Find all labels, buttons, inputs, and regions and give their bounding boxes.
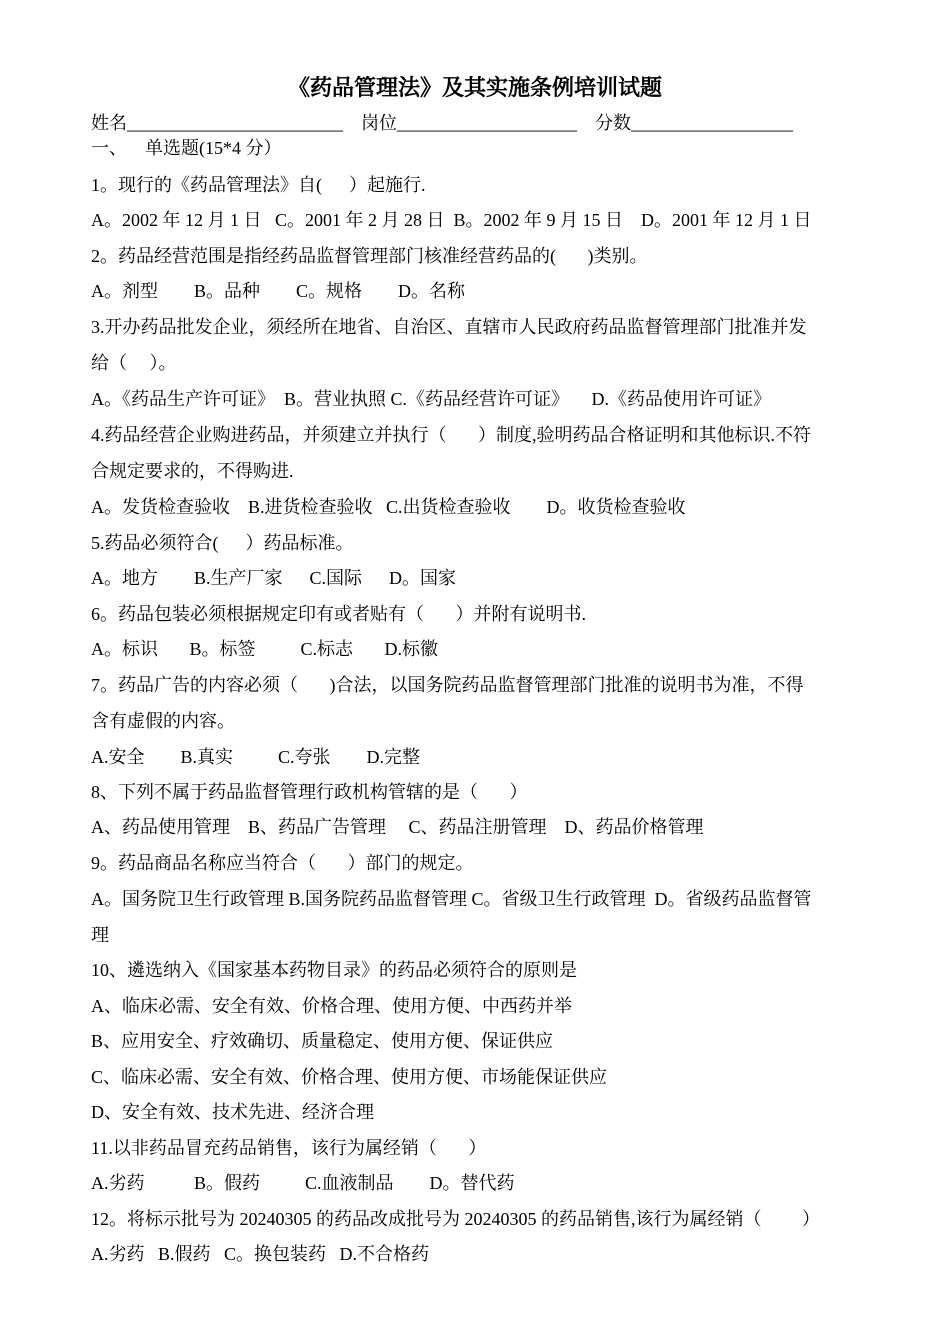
question-line: 4.药品经营企业购进药品，并须建立并执行（ ）制度,验明药品合格证明和其他标识.不符 [91, 425, 811, 445]
question-line: 7。药品广告的内容必须（ )合法，以国务院药品监督管理部门批准的说明书为准，不得 [91, 675, 804, 695]
options-line: A、药品使用管理 B、药品广告管理 C、药品注册管理 D、药品价格管理 [91, 817, 704, 837]
options-line: 理 [91, 925, 109, 945]
section-heading: 一、 单选题(15*4 分） [91, 138, 282, 158]
question-line: 8、下列不属于药品监督管理行政机构管辖的是（ ） [91, 782, 528, 802]
question-line: 3.开办药品批发企业，须经所在地省、自治区、直辖市人民政府药品监督管理部门批准并发 [91, 317, 807, 337]
question-line: 12。将标示批号为 20240305 的药品改成批号为 20240305 的药品销售,该行为属经销（ ） [91, 1209, 820, 1229]
options-line: B、应用安全、疗效确切、质量稳定、使用方便、保证供应 [91, 1031, 554, 1051]
question-line: 合规定要求的，不得购进. [91, 461, 294, 481]
options-line: A.劣药 B.假药 C。换包装药 D.不合格药 [91, 1244, 430, 1264]
options-line: A、临床必需、安全有效、价格合理、使用方便、中西药并举 [91, 996, 572, 1016]
options-line: A。标识 B。标签 C.标志 D.标徽 [91, 639, 439, 659]
question-line: 给（ ）。 [91, 353, 177, 373]
options-line: C、临床必需、安全有效、价格合理、使用方便、市场能保证供应 [91, 1067, 608, 1087]
options-line: A。剂型 B。品种 C。规格 D。名称 [91, 281, 466, 301]
options-line: D、安全有效、技术先进、经济合理 [91, 1102, 374, 1122]
options-line: A.安全 B.真实 C.夸张 D.完整 [91, 747, 421, 767]
question-line: 1。现行的《药品管理法》自( ）起施行. [91, 175, 426, 195]
candidate-info-line: 姓名________________________ 岗位____________________ 分数__________________ [91, 113, 793, 133]
question-line: 6。药品包装必须根据规定印有或者贴有（ ）并附有说明书. [91, 604, 586, 624]
options-line: A。2002 年 12 月 1 日 C。2001 年 2 月 28 日 B。2002 年 9 月 15 日 D。2001 年 12 月 1 日 [91, 210, 812, 230]
options-line: A。国务院卫生行政管理 B.国务院药品监督管理 C。省级卫生行政管理 D。省级药品监督管 [91, 889, 812, 909]
question-line: 5.药品必须符合( ）药品标准。 [91, 533, 354, 553]
question-line: 2。药品经营范围是指经药品监督管理部门核准经营药品的( )类别。 [91, 246, 648, 266]
options-line: A。发货检查验收 B.进货检查验收 C.出货检查验收 D。收货检查验收 [91, 497, 686, 517]
exam-title: 《药品管理法》及其实施条例培训试题 [287, 75, 662, 100]
options-line: A.劣药 B。假药 C.血液制品 D。替代药 [91, 1173, 515, 1193]
options-line: A。地方 B.生产厂家 C.国际 D。国家 [91, 568, 457, 588]
question-line: 10、遴选纳入《国家基本药物目录》的药品必须符合的原则是 [91, 960, 577, 980]
options-line: A。《药品生产许可证》 B。营业执照 C.《药品经营许可证》 D.《药品使用许可证》 [91, 389, 772, 409]
question-line: 含有虚假的内容。 [91, 711, 235, 731]
question-line: 9。药品商品名称应当符合（ ）部门的规定。 [91, 853, 474, 873]
question-line: 11.以非药品冒充药品销售，该行为属经销（ ） [91, 1138, 487, 1158]
